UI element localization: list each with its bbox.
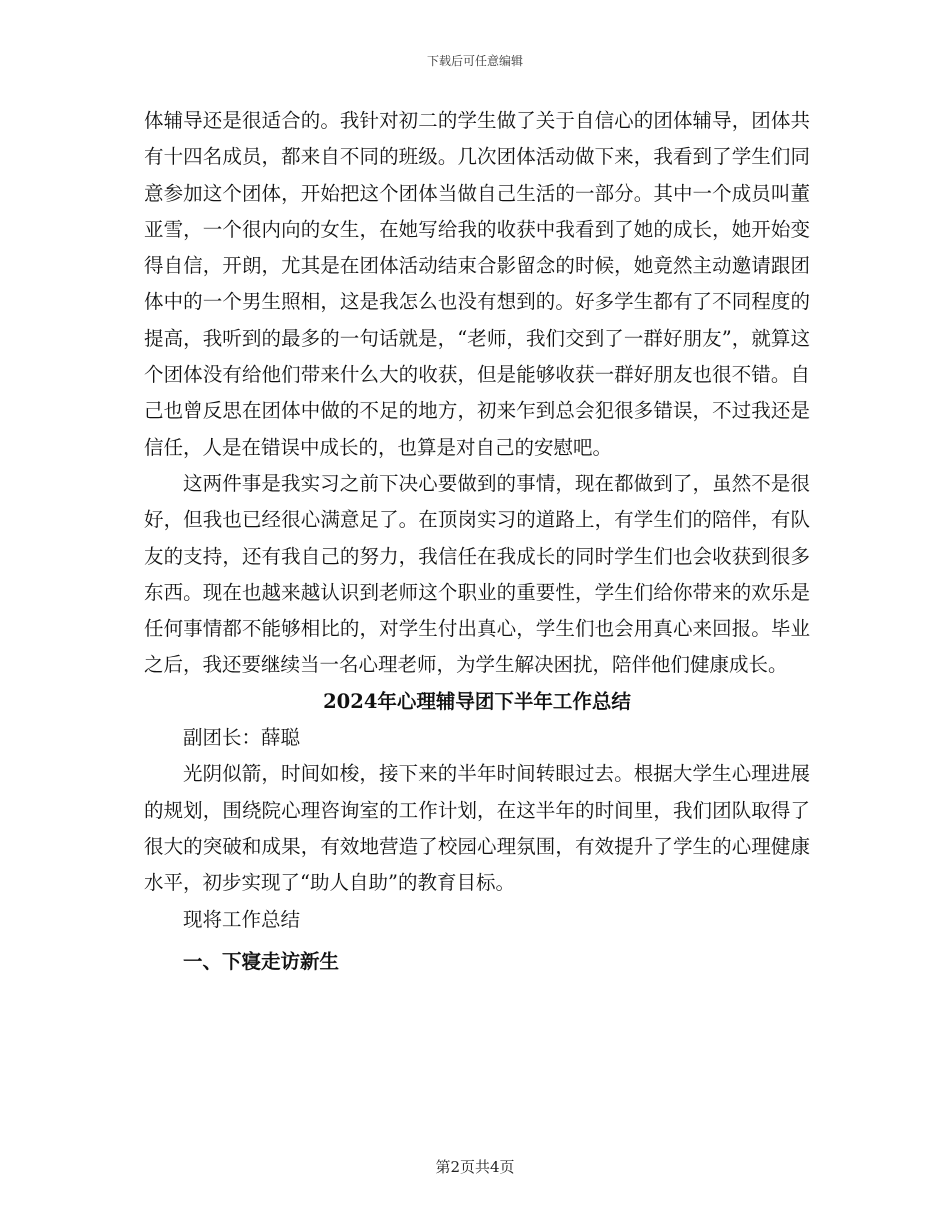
author-line: 副团长：薛聪 bbox=[183, 726, 301, 750]
document-title: 2024年心理辅导团下半年工作总结 bbox=[323, 689, 631, 713]
page-number-footer: 第2页共4页 bbox=[435, 1158, 515, 1176]
section-heading-1: 一、下寝走访新生 bbox=[183, 949, 340, 973]
paragraph-summary-intro: 光阴似箭，时间如梭，接下来的半年时间转眼过去。根据大学生心理进展的规划，围绕院心理咨询室的工作计划，在这半年的时间里，我们团队取得了很大的突破和成果，有效地营造了校园心理氛围，有效提升了学生的心理健康水平，初步实现了“助人自助”的教育目标。 bbox=[144, 762, 810, 895]
page-header-note: 下载后可任意编辑 bbox=[426, 54, 523, 68]
document-body bbox=[144, 103, 810, 980]
paragraph-group-counseling: 体辅导还是很适合的。我针对初二的学生做了关于自信心的团体辅导，团体共有十四名成员，都来自不同的班级。几次团体活动做下来，我看到了学生们同意参加这个团体，开始把这个团体当做自己生活的一部分。其中一个成员叫董亚雪，一个很内向的女生，在她写给我的收获中我看到了她的成长，她开始变得自信，开朗，尤其是在团体活动结束合影留念的时候，她竟然主动邀请跟团体中的一个男生照相，这是我怎么也没有想到的。好多学生都有了不同程度的提高，我听到的最多的一句话就是，“老师，我们交到了一群好朋友”，就算这个团体没有给他们带来什么大的收获，但是能够收获一群好朋友也很不错。自己也曾反思在团体中做的不足的地方，初来乍到总会犯很多错误，不过我还是信任，人是在错误中成长的，也算是对自己的安慰吧。 bbox=[144, 109, 810, 459]
paragraph-internship-reflection: 这两件事是我实习之前下决心要做到的事情，现在都做到了，虽然不是很好，但我也已经很心满意足了。在顶岗实习的道路上，有学生们的陪伴，有队友的支持，还有我自己的努力，我信任在我成长的同时学生们也会收获到很多东西。现在也越来越认识到老师这个职业的重要性，学生们给你带来的欢乐是任何事情都不能够相比的，对学生付出真心，学生们也会用真心来回报。毕业之后，我还要继续当一名心理老师，为学生解决困扰，陪伴他们健康成长。 bbox=[144, 471, 810, 677]
paragraph-summary-lead: 现将工作总结 bbox=[183, 907, 301, 931]
